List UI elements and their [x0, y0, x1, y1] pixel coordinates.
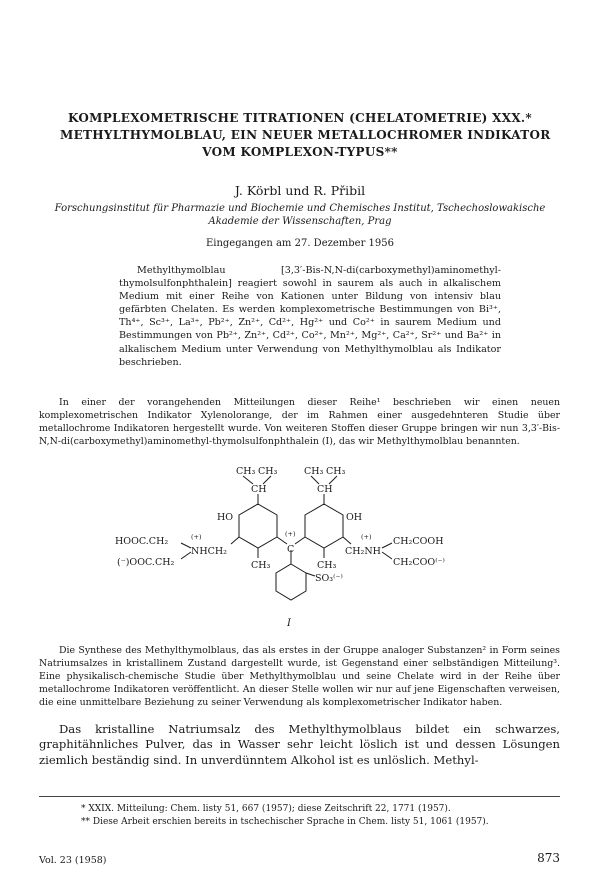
- formula-labels: [115, 466, 445, 629]
- footnotes: [39, 803, 560, 828]
- n-charge-left: (+): [191, 533, 202, 541]
- ch-right: CH: [317, 484, 333, 495]
- c-charge: (+): [285, 530, 296, 538]
- article-title: [60, 110, 551, 161]
- right-carboxylate: CH₂COO⁽⁻⁾: [393, 557, 445, 568]
- ch3-top-4: CH₃: [326, 466, 346, 477]
- right-carboxy-top: CH₂COOH: [393, 536, 444, 547]
- footnote-divider: [39, 796, 560, 797]
- affiliation: [40, 203, 560, 228]
- affiliation-line-1: Forschungsinstitut für Pharmazie und Biochemie und Chemisches Institut, Tschechoslowakische: [54, 203, 546, 214]
- affiliation-line-2: Akademie der Wissenschaften, Prag: [208, 215, 392, 227]
- central-carbon: C: [287, 544, 295, 555]
- structural-formula: [115, 464, 485, 634]
- left-carboxylate: (⁻)OOC.CH₂: [117, 557, 175, 568]
- body-paragraph-3: Das kristalline Natriumsalz des Methylthymolblaus bildet ein schwarzes, graphitähnliches Pulver, das in Wasser sehr leicht löslich ist und dessen Lösungen ziemlich beständig sind. In unverdünntem Alkohol ist es unlöslich. Methyl-: [39, 722, 560, 767]
- title-line-2: METHYLTHYMOLBLAU, EIN NEUER METALLOCHROMER INDIKATOR: [60, 128, 551, 142]
- n-charge-right: (+): [361, 533, 372, 541]
- body-paragraph-2: Die Synthese des Methylthymolblaus, das als erstes in der Gruppe analoger Substanzen² in Form seines Natriumsalzes in kristallinem Zustand dargestellt wurde, ist Gegenstand einer selbständigen Mitteilung³. Eine physikalisch-chemische Studie über Methylthymolblau und seine Chelate wird in der Reihe über metallochrome Indikatoren veröffentlicht. An dieser Stelle wollen wir nur auf jene Eigenschaften verweisen, die eine unmittelbare Beziehung zu seiner Verwendung als komplexometrischer Indikator haben.: [39, 645, 560, 708]
- footnote-1: * XXIX. Mitteilung: Chem. listy 51, 667 (1957); diese Zeitschrift 22, 1771 (1957).: [81, 804, 451, 814]
- page-number: 873: [537, 851, 560, 865]
- ch3-ring-right: CH₃: [317, 560, 337, 571]
- ch3-top-3: CH₃: [304, 466, 324, 477]
- ch3-ring-left: CH₃: [251, 560, 271, 571]
- ch3-top-2: CH₃: [258, 466, 278, 477]
- sulfonate-group: SO₃⁽⁻⁾: [315, 573, 343, 584]
- authors: J. Körbl und R. Přibil: [234, 183, 366, 198]
- ch2-nh-right: CH₂NH: [345, 546, 381, 557]
- bottom-ring: [276, 564, 306, 600]
- footnote-2: ** Diese Arbeit erschien bereits in tschechischer Sprache in Chem. listy 51, 1061 (1957).: [81, 816, 489, 827]
- volume-info: Vol. 23 (1958): [39, 855, 107, 866]
- body-paragraph-1: In einer der vorangehenden Mitteilungen dieser Reihe¹ beschrieben wir einen neuen komplexometrischen Indikator Xylenolorange, der im Rahmen einer ausgedehnteren Studie über metallochrome Indikatoren hergestellt wurde. Von weiteren Stoffen dieser Gruppe bringen wir nun 3,3′-Bis-N,N-di(carboxymethyl)aminomethyl-thymolsulfonphthalein (I), das wir Methylthymolblau benannten.: [39, 397, 560, 447]
- right-ring: [305, 504, 343, 548]
- ch-left: CH: [251, 484, 267, 495]
- received-date: Eingegangen am 27. Dezember 1956: [205, 238, 395, 249]
- left-ring: [239, 504, 277, 548]
- title-line-3: VOM KOMPLEXON-TYPUS**: [202, 145, 398, 159]
- left-carboxy-top: HOOC.CH₂: [115, 536, 169, 547]
- compound-label: I: [287, 618, 291, 629]
- hydroxy-right: OH: [346, 512, 363, 523]
- hydroxy-left: HO: [217, 512, 234, 523]
- title-line-1: KOMPLEXOMETRISCHE TITRATIONEN (CHELATOMETRIE) XXX.*: [67, 111, 532, 125]
- nh-ch2-left: NHCH₂: [191, 546, 227, 557]
- ch3-top-1: CH₃: [236, 466, 256, 477]
- abstract: Methylthymolblau [3,3′-Bis-N,N-di(carboxymethyl)aminomethyl-thymolsulfonphthalein] reagiert sowohl in saurem als auch in alkalischem Medium mit einer Reihe von Kationen unter Bildung von intensiv blau gefärbten Chelaten. Es werden komplexometrische Bestimmungen von Bi³⁺, Th⁴⁺, Sc³⁺, La³⁺, Pb²⁺, Zn²⁺, Cd²⁺, Hg²⁺ und Co²⁺ in saurem Medium und Bestimmungen von Pb²⁺, Zn²⁺, Cd²⁺, Co²⁺, Mn²⁺, Mg²⁺, Ca²⁺, Sr²⁺ und Ba²⁺ in alkalischem Medium unter Verwendung von Methylthymolblau als Indikator beschrieben.: [119, 265, 501, 368]
